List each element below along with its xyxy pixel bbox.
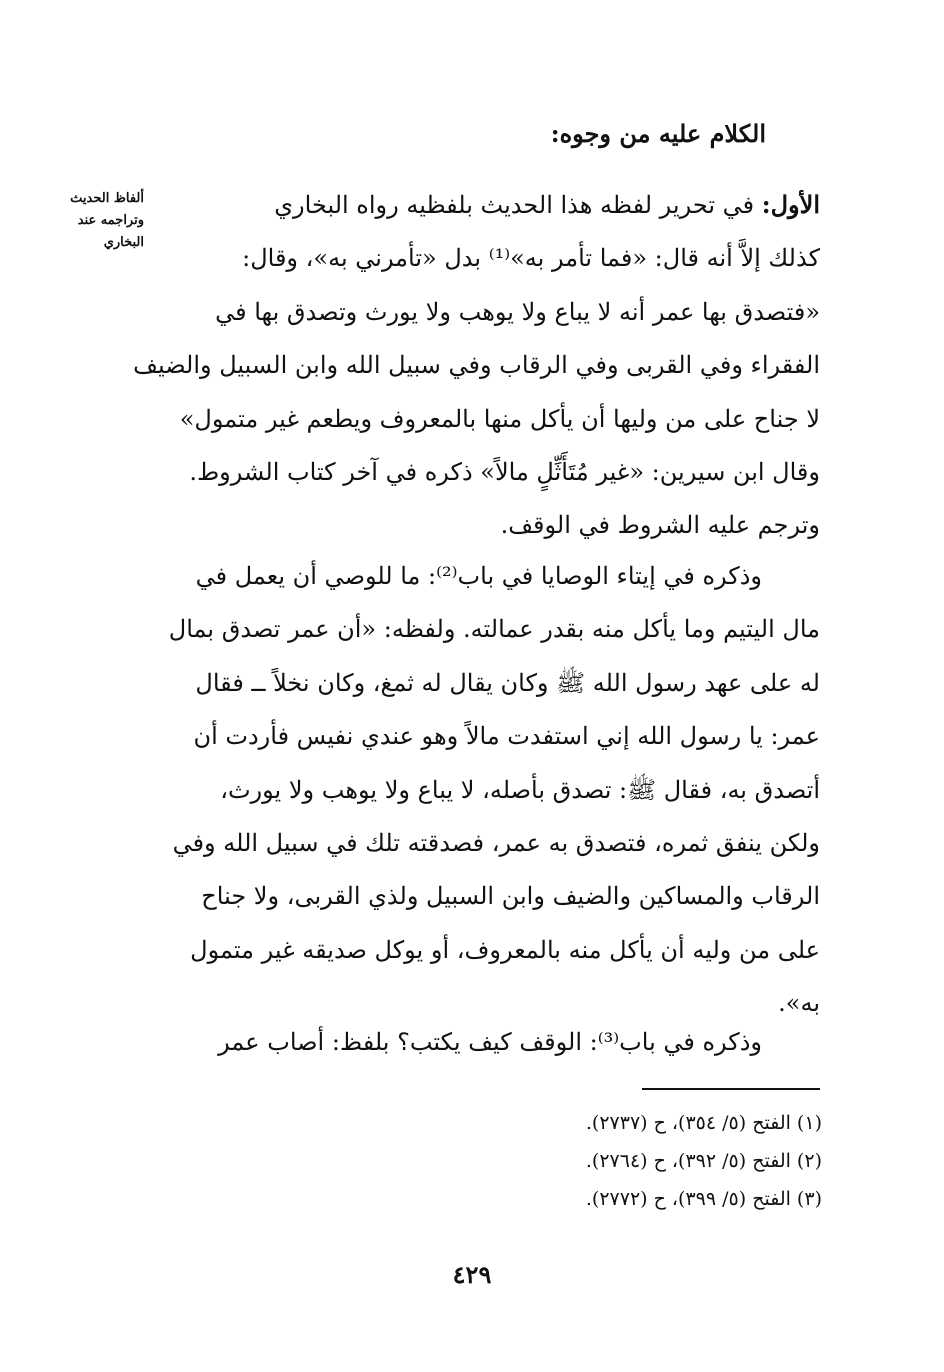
text-line: له على عهد رسول الله ﷺ وكان يقال له ثمغ، وكان نخلاً ــ فقال [195, 668, 820, 697]
text-line: لا جناح على من وليها أن يأكل منها بالمعروف ويطعم غير متمول» [179, 404, 820, 433]
footnote: (١) الفتح (٥/ ٣٥٤)، ح (٢٧٣٧). [585, 1112, 822, 1134]
text-line [120, 178, 820, 232]
paragraph-waqf [120, 1016, 820, 1069]
text-line: وذكره في باب⁽³⁾: الوقف كيف يكتب؟ بلفظ: أصاب عمر [218, 1028, 762, 1056]
paragraph-lead: الأول: [761, 190, 820, 219]
text-line: ولكن ينفق ثمره، فتصدق به عمر، فصدقته تلك في سبيل الله وفي [172, 829, 820, 858]
paragraph-wasaya [120, 550, 820, 1031]
text-line: مال اليتيم وما يأكل منه بقدر عمالته. ولفظه: «أن عمر تصدق بمال [168, 615, 820, 644]
footnote-divider [642, 1088, 820, 1090]
text-line: كذلك إلاَّ أنه قال: «فما تأمر به»⁽¹⁾ بدل «تأمرني به»، وقال: [242, 244, 820, 273]
text-line: الرقاب والمساكين والضيف وابن السبيل ولذي القربى، ولا جناح [201, 882, 820, 911]
text-line: على من وليه أن يأكل منه بالمعروف، أو يوكل صديقه غير متمول [190, 935, 820, 964]
margin-note-line: البخاري [103, 235, 144, 250]
margin-note-line: وتراجمه عند [77, 213, 144, 228]
margin-note-line: ألفاظ الحديث [70, 191, 144, 206]
text-line: «فتصدق بها عمر أنه لا يباع ولا يوهب ولا يورث وتصدق بها في [215, 297, 820, 326]
page-number: ٤٢٩ [452, 1260, 492, 1289]
text-line: وذكره في إيتاء الوصايا في باب⁽²⁾: ما للوصي أن يعمل في [195, 562, 762, 590]
paragraph-first-aspect [120, 178, 820, 553]
text-line: وقال ابن سيرين: «غير مُتَأَثِّلٍ مالاً» ذكره في آخر كتاب الشروط. [189, 458, 820, 487]
footnote: (٢) الفتح (٥/ ٣٩٢)، ح (٢٧٦٤). [585, 1150, 822, 1172]
text-line: وترجم عليه الشروط في الوقف. [500, 511, 820, 540]
footnotes [322, 1104, 822, 1218]
section-heading: الكلام عليه من وجوه: [550, 119, 766, 148]
footnote: (٣) الفتح (٥/ ٣٩٩)، ح (٢٧٧٢). [585, 1188, 822, 1210]
text-line: عمر: يا رسول الله إني استفدت مالاً وهو عندي نفيس فأردت أن [193, 722, 820, 751]
text-line: أتصدق به، فقال ﷺ: تصدق بأصله، لا يباع ولا يوهب ولا يورث، [220, 775, 820, 804]
text-line-rest: في تحرير لفظه هذا الحديث بلفظيه رواه البخاري [274, 191, 762, 219]
text-line: الفقراء وفي القربى وفي الرقاب وفي سبيل الله وابن السبيل والضيف [133, 351, 820, 380]
text-line: به». [778, 989, 820, 1018]
